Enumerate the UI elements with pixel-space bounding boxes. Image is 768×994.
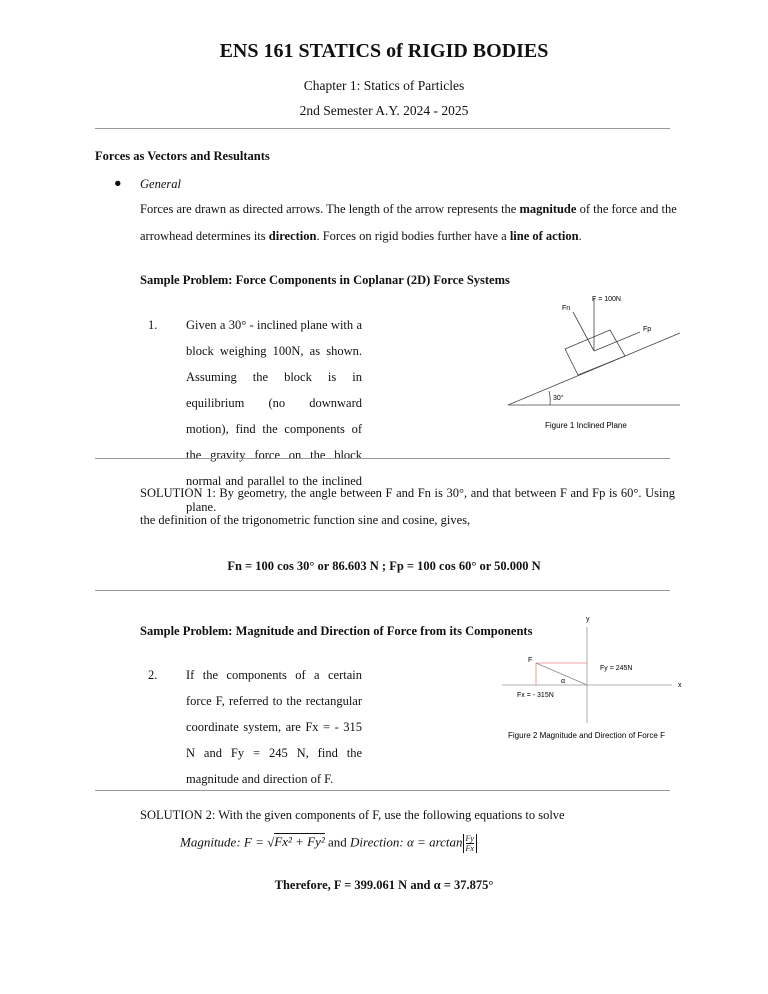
solution2-answer: Therefore, F = 399.061 N and α = 37.875° — [274, 878, 494, 892]
divider — [95, 590, 670, 591]
document-title: ENS 161 STATICS of RIGID BODIES — [219, 40, 549, 62]
problem2-number: 2. — [148, 668, 158, 682]
divider — [95, 790, 670, 791]
section-heading: Forces as Vectors and Resultants — [95, 149, 270, 163]
figure2-force-components — [470, 605, 700, 755]
problem1-text: Given a 30° - inclined plane with a block weighing 100N, as shown. Assuming the block is in equilibrium (no downward motion), find the components of the gravity force on the block normal and parallel to the inclined plane. — [186, 318, 362, 514]
label-alpha: α — [561, 678, 566, 685]
divider — [95, 128, 670, 129]
label-x: x — [678, 682, 682, 689]
semester-subtitle: 2nd Semester A.Y. 2024 - 2025 — [299, 103, 469, 118]
problem1-number: 1. — [148, 318, 158, 332]
figure1-caption: Figure 1 Inclined Plane — [545, 421, 627, 430]
label-y: y — [586, 616, 590, 623]
label-f: F = 100N — [592, 296, 621, 303]
label-angle: 30° — [553, 395, 564, 402]
solution2-text: SOLUTION 2: With the given components of F, use the following equations to solve — [140, 808, 565, 822]
problem2-heading: Sample Problem: Magnitude and Direction of Force from its Components — [140, 624, 533, 638]
label-fx: Fx = - 315N — [517, 692, 554, 699]
bullet-label: General — [140, 177, 181, 191]
chapter-subtitle: Chapter 1: Statics of Particles — [303, 78, 465, 93]
problem2-text: If the components of a certain force F, referred to the rectangular coordinate system, are Fx = - 315 N and Fy = 245 N, find the magnitude and direction of F. — [186, 668, 362, 786]
problem1-heading: Sample Problem: Force Components in Coplanar (2D) Force Systems — [140, 273, 510, 287]
label-fp: Fp — [643, 326, 652, 333]
label-fy: Fy = 245N — [600, 665, 633, 672]
general-paragraph: Forces are drawn as directed arrows. The length of the arrow represents the magnitude of the force and the arrowhead determines its direction. Forces on rigid bodies further have a line of action. — [140, 202, 677, 243]
equations: Magnitude: F = √Fx² + Fy² and Direction: α = arctan $\frac{Fy}{Fx}$ — [180, 834, 477, 853]
figure1-inclined-plane — [470, 285, 690, 435]
solution1-text: SOLUTION 1: By geometry, the angle between F and Fn is 30°, and that between F and Fp is 60°. Using the definition of the trigonometric function sine and cosine, gives, — [140, 486, 675, 527]
figure2-caption: Figure 2 Magnitude and Direction of Force F — [508, 731, 665, 740]
solution1-answer: Fn = 100 cos 30° or 86.603 N ; Fp = 100 cos 60° or 50.000 N — [227, 559, 541, 573]
label-fn: Fn — [562, 305, 571, 312]
divider — [95, 458, 670, 459]
bullet-icon: ● — [114, 176, 122, 190]
label-f: F — [528, 657, 533, 664]
